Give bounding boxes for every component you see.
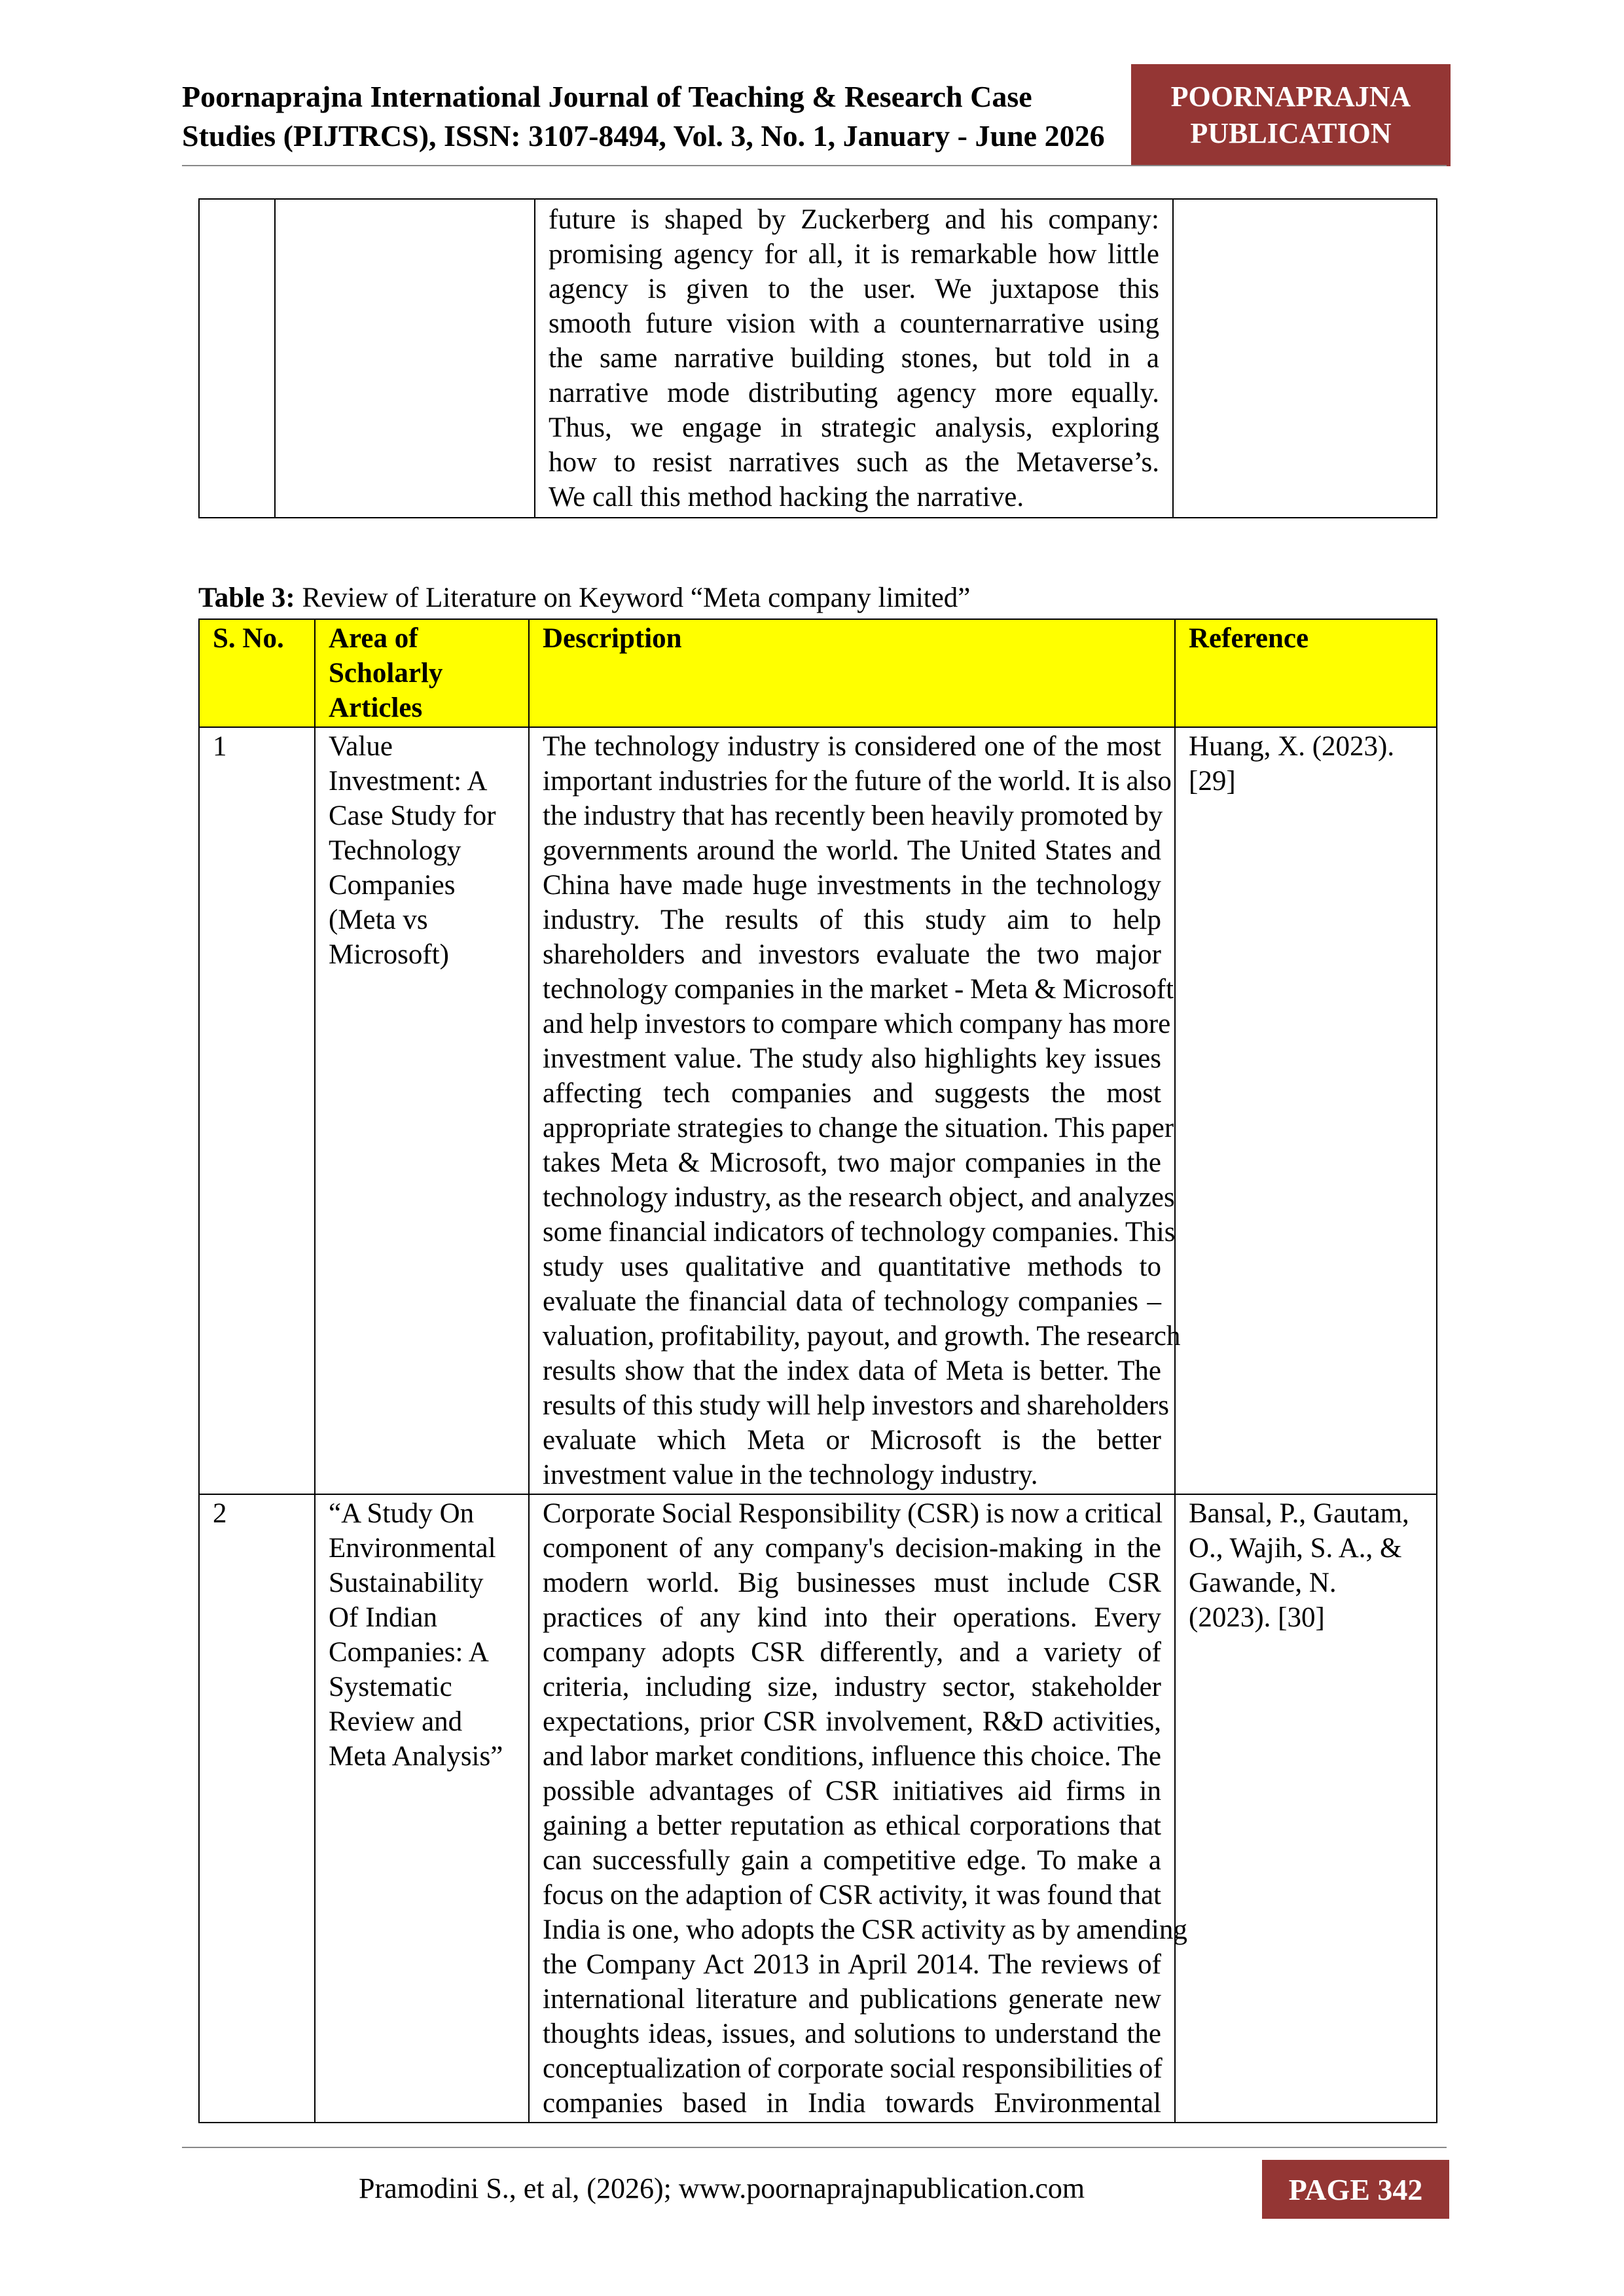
description-line: focus on the adaption of CSR activity, it was found that: [543, 1880, 1161, 1910]
table-cell: [199, 199, 275, 518]
journal-title-line1: Poornaprajna International Journal of Teaching & Research Case: [182, 80, 1032, 113]
description-line: shareholders and investors evaluate the two major: [543, 939, 1161, 970]
row-description: [529, 727, 1181, 1494]
description-line: can successfully gain a competitive edge. To make a: [543, 1845, 1161, 1876]
footer-citation: Pramodini S., et al, (2026); www.poornaprajnapublication.com: [359, 2172, 1085, 2204]
description-line: study uses qualitative and quantitative methods to: [543, 1251, 1161, 1282]
literature-review-table: [198, 619, 1437, 2123]
table-caption-text: Review of Literature on Keyword “Meta company limited”: [295, 583, 971, 613]
description-line: gaining a better reputation as ethical corporations that: [543, 1810, 1161, 1841]
description-line: The technology industry is considered one of the most: [543, 731, 1161, 762]
description-line: companies based in India towards Environmental: [543, 2088, 1161, 2119]
row-reference: Huang, X. (2023). [29]: [1175, 727, 1437, 1494]
publisher-badge-line2: PUBLICATION: [1190, 117, 1392, 149]
table-caption: [198, 581, 970, 615]
header-area: Area of Scholarly Articles: [315, 619, 529, 727]
footer-divider: [182, 2147, 1447, 2148]
description-line: appropriate strategies to change the situation. This paper: [543, 1113, 1174, 1143]
description-line: the Company Act 2013 in April 2014. The reviews of: [543, 1949, 1161, 1980]
row-description: [529, 1494, 1187, 2123]
header-divider: [182, 165, 1447, 166]
continued-table: [198, 198, 1437, 518]
journal-title-line2: Studies (PIJTRCS), ISSN: 3107-8494, Vol. 3, No. 1, January - June 2026: [182, 119, 1105, 152]
description-line: evaluate the financial data of technology companies –: [543, 1286, 1161, 1317]
description-line: important industries for the future of the world. It is also: [543, 766, 1172, 797]
continued-line: smooth future vision with a counternarrative using: [549, 308, 1159, 339]
description-line: international literature and publications generate new: [543, 1984, 1161, 2015]
description-line: takes Meta & Microsoft, two major companies in the: [543, 1147, 1161, 1178]
description-line: investment value in the technology industry.: [543, 1460, 1038, 1490]
continued-line: the same narrative building stones, but told in a: [549, 343, 1159, 374]
description-line: thoughts ideas, issues, and solutions to understand the: [543, 2018, 1161, 2049]
journal-header: [182, 77, 1138, 156]
description-line: possible advantages of CSR initiatives aid firms in: [543, 1776, 1161, 1806]
table-caption-label: Table 3:: [198, 583, 295, 613]
continued-line: Thus, we engage in strategic analysis, exploring: [549, 412, 1159, 443]
description-line: and help investors to compare which company has more: [543, 1009, 1171, 1039]
continued-line: agency is given to the user. We juxtapose this: [549, 274, 1159, 304]
description-line: technology companies in the market - Meta & Microsoft: [543, 974, 1174, 1005]
continued-line: narrative mode distributing agency more equally.: [549, 378, 1159, 408]
description-line: affecting tech companies and suggests the most: [543, 1078, 1161, 1109]
description-line: Corporate Social Responsibility (CSR) is now a critical: [543, 1498, 1163, 1529]
description-line: modern world. Big businesses must include CSR: [543, 1568, 1161, 1598]
description-line: some financial indicators of technology companies. This: [543, 1217, 1176, 1247]
table-row: [199, 1494, 1437, 2123]
description-line: the industry that has recently been heavily promoted by: [543, 800, 1163, 831]
description-line: investment value. The study also highlights key issues: [543, 1043, 1161, 1074]
description-line: criteria, including size, industry sector, stakeholder: [543, 1672, 1161, 1702]
description-line: governments around the world. The United States and: [543, 835, 1161, 866]
description-line: results show that the index data of Meta is better. The: [543, 1355, 1161, 1386]
description-line: component of any company's decision-making in the: [543, 1533, 1161, 1564]
description-line: industry. The results of this study aim to help: [543, 905, 1161, 935]
description-line: technology industry, as the research object, and analyzes: [543, 1182, 1175, 1213]
description-line: results of this study will help investors and shareholders: [543, 1390, 1169, 1421]
row-sno: 1: [199, 727, 315, 1494]
description-line: expectations, prior CSR involvement, R&D activities,: [543, 1706, 1161, 1737]
continued-line: We call this method hacking the narrative.: [549, 482, 1024, 512]
publisher-badge-line1: POORNAPRAJNA: [1170, 81, 1411, 113]
table-header-row: [199, 619, 1437, 727]
table-cell: [275, 199, 535, 518]
publisher-badge: [1131, 64, 1451, 166]
description-line: China have made huge investments in the technology: [543, 870, 1161, 901]
description-line: valuation, profitability, payout, and growth. The research: [543, 1321, 1181, 1352]
table-cell: [1173, 199, 1437, 518]
description-line: and labor market conditions, influence this choice. The: [543, 1741, 1161, 1772]
description-line: practices of any kind into their operations. Every: [543, 1602, 1161, 1633]
row-reference: Bansal, P., Gautam, O., Wajih, S. A., & Gawande, N. (2023). [30]: [1175, 1494, 1437, 2123]
table-row: [199, 727, 1437, 1494]
table-row: [199, 199, 1437, 518]
continued-line: how to resist narratives such as the Metaverse’s.: [549, 447, 1159, 478]
header-sno: S. No.: [199, 619, 315, 727]
header-reference: Reference: [1175, 619, 1437, 727]
description-line: conceptualization of corporate social responsibilities of: [543, 2053, 1163, 2084]
continued-description-cell: [535, 199, 1173, 518]
description-line: evaluate which Meta or Microsoft is the better: [543, 1425, 1161, 1456]
header-description: Description: [529, 619, 1175, 727]
continued-line: future is shaped by Zuckerberg and his company:: [549, 204, 1159, 235]
row-sno: 2: [199, 1494, 315, 2123]
description-line: company adopts CSR differently, and a variety of: [543, 1637, 1161, 1668]
row-area: “A Study On Environmental Sustainability Of Indian Companies: A Systematic Review and Meta Analysis”: [315, 1494, 529, 2123]
continued-line: promising agency for all, it is remarkable how little: [549, 239, 1159, 270]
description-line: India is one, who adopts the CSR activity as by amending: [543, 1914, 1187, 1945]
page-number-badge: PAGE 342: [1262, 2160, 1449, 2219]
row-area: Value Investment: A Case Study for Technology Companies (Meta vs Microsoft): [315, 727, 529, 1494]
